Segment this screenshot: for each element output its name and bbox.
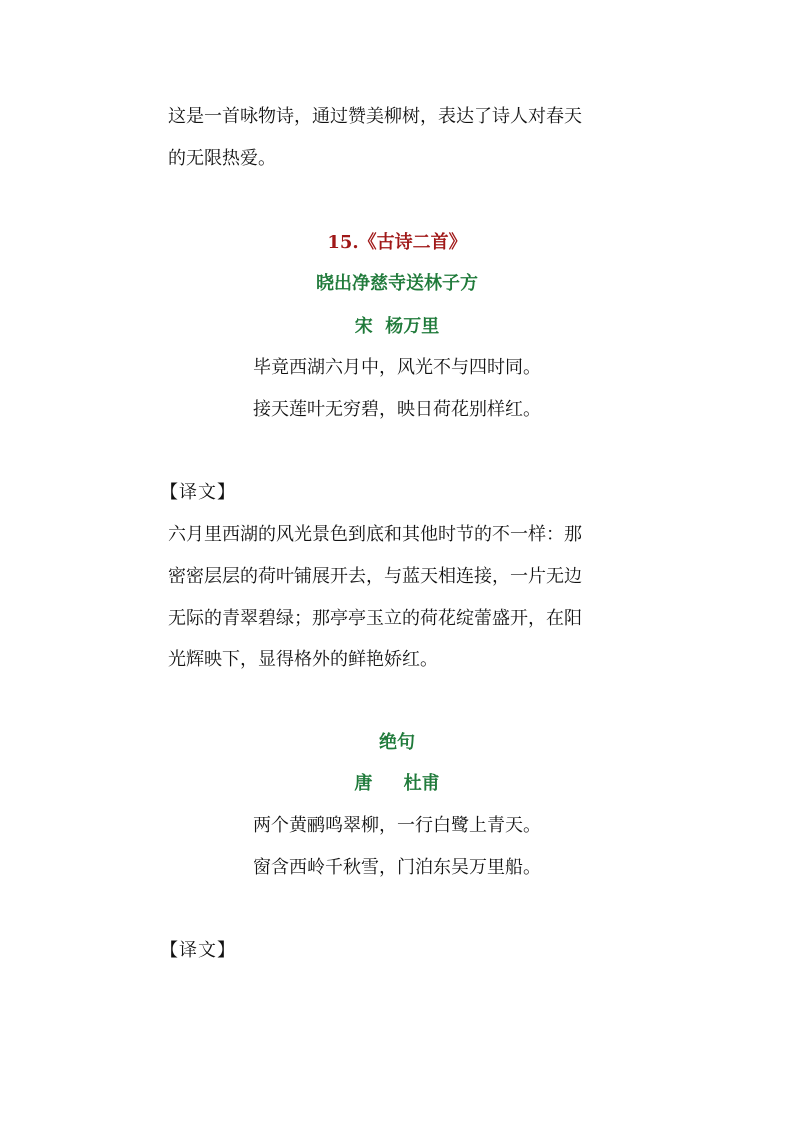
poem1-translation-line-3: 无际的青翠碧绿；那亭亭玉立的荷花绽蕾盛开，在阳 <box>168 608 582 629</box>
intro-line-2: 的无限热爱。 <box>168 148 276 169</box>
poem1-translation-line-4: 光辉映下，显得格外的鲜艳娇红。 <box>168 649 438 670</box>
poem2-author: 唐 杜甫 <box>354 773 440 794</box>
intro-line-1: 这是一首咏物诗，通过赞美柳树，表达了诗人对春天 <box>168 106 582 127</box>
poem1-translation-line-2: 密密层层的荷叶铺展开去，与蓝天相连接，一片无边 <box>168 566 582 587</box>
section-heading: 15.《古诗二首》 <box>327 232 467 253</box>
poem2-title: 绝句 <box>379 732 415 753</box>
poem1-line-2: 接天莲叶无穷碧，映日荷花别样红。 <box>253 399 541 420</box>
poem2-translation-tag: 【译文】 <box>160 940 236 961</box>
poem1-translation-tag: 【译文】 <box>160 482 236 503</box>
poem1-line-1: 毕竟西湖六月中，风光不与四时同。 <box>253 357 541 378</box>
poem2-line-1: 两个黄鹂鸣翠柳，一行白鹭上青天。 <box>253 815 541 836</box>
poem1-translation-line-1: 六月里西湖的风光景色到底和其他时节的不一样：那 <box>168 524 582 545</box>
poem1-title: 晓出净慈寺送林子方 <box>316 273 478 294</box>
poem2-line-2: 窗含西岭千秋雪，门泊东吴万里船。 <box>253 857 541 878</box>
poem1-author: 宋 杨万里 <box>354 316 440 337</box>
